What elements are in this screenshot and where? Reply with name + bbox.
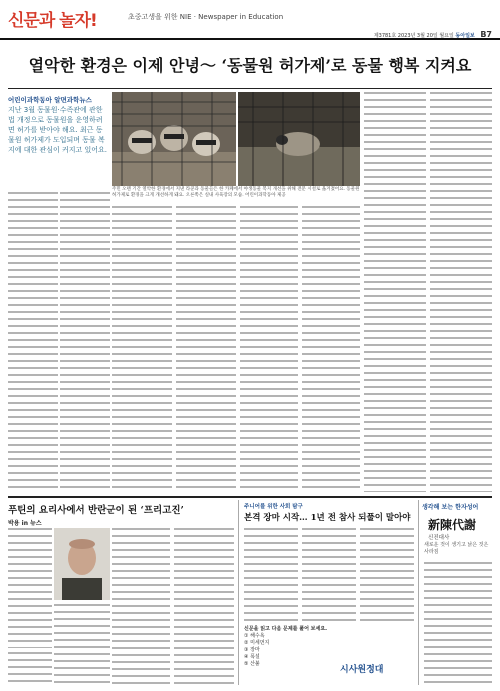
column-divider-1 [238, 500, 239, 685]
photo-caption [112, 187, 360, 199]
bottom-center-title: 본격 장마 시작… 1년 전 참사 되풀이 말아야 [244, 513, 411, 523]
quiz-option: ① 해수욕 [244, 633, 265, 639]
quiz-option: ② 미세먼지 [244, 640, 270, 646]
portrait-photo [54, 528, 110, 600]
section-rule [8, 496, 492, 498]
section-tagline: 초중고생을 위한 NIE · Newspaper in Education [128, 13, 284, 21]
headline-rule [8, 88, 492, 89]
main-photo-left [112, 92, 236, 186]
section-logo: 신문과 놀자! [8, 11, 97, 31]
bottom-left-col-4 [174, 528, 234, 684]
main-text-col-7 [364, 92, 426, 492]
hanja-text-col [424, 562, 492, 684]
issue-date: 제3781호 2023년 3월 20일 월요일 [373, 33, 454, 39]
main-text-col-2 [60, 192, 110, 492]
bottom-center-col-3 [360, 528, 414, 622]
quiz-option: ⑤ 산불 [244, 661, 260, 667]
enclosure-photo [238, 92, 360, 186]
main-headline: 열악한 환경은 이제 안녕～ ‘동물원 허가제’로 동물 행복 지켜요 [28, 56, 472, 75]
bottom-left-col-3 [112, 528, 170, 684]
bottom-center-col-1 [244, 528, 298, 622]
hanja-reading: 신진대사 [428, 535, 450, 541]
quiz-heading: 신문을 읽고 다음 문제를 풀어 보세요. [244, 626, 328, 632]
bottom-left-col-1b [8, 652, 52, 684]
main-photo-right [238, 92, 360, 186]
issue-info [374, 30, 492, 39]
hanja-corner-title: 생각해 보는 한자성어 [422, 504, 479, 511]
column-divider-2 [418, 500, 419, 685]
main-kicker: 어린이과학동아 알면과학뉴스 [8, 96, 92, 104]
bottom-left-title: 푸틴의 요리사에서 반란군이 된 ‘프리고진’ [8, 505, 184, 516]
bottom-center-col-2 [302, 528, 356, 622]
bottom-center-kicker: 주니어를 위한 사회 탐구 [244, 504, 303, 510]
ad-brand: 시사원정대 [340, 665, 384, 675]
prigozhin-photo [54, 528, 110, 600]
main-text-col-1 [8, 192, 58, 492]
raccoon-cage-photo [112, 92, 236, 186]
masthead [0, 0, 500, 40]
page-number: B7 [480, 30, 492, 39]
newspaper-brand: 동아일보 [455, 33, 475, 39]
main-text-col-3 [112, 206, 172, 492]
bottom-left-col-2 [54, 604, 110, 684]
main-lead: 지난 3월 동물원·수족관에 관한 법 개정으로 동물원을 운영하려면 허가를 받아야 해요. 최근 동물원 허가제가 도입되며 동물 복지에 대한 관심이 커지고 있어요. [8, 106, 108, 154]
hanja-idiom: 新陳代謝 [428, 518, 477, 532]
quiz-option: ③ 장마 [244, 647, 260, 653]
caption-credit: 어린이과학동아 제공 [245, 193, 286, 198]
main-text-col-8 [430, 92, 492, 492]
bottom-left-col-1 [8, 528, 52, 648]
quiz-option: ④ 폭설 [244, 654, 260, 660]
caption-text: 주민 오랜 기간 열악한 환경에서 지낸 라쿤과 동물들은 한 카페에서 야생동물 복지 개선을 위해 전문 시설로 옮겨졌어요. 동물원 허가제로 환경을 크게 개선하게 돼요. 오른쪽은 실내 사육장의 모습. [112, 187, 360, 198]
hanja-description: 새로운 것이 생기고 낡은 것은 사라짐 [424, 542, 489, 555]
main-text-col-5 [240, 206, 298, 492]
headline-band [0, 46, 500, 86]
main-text-col-6 [302, 206, 360, 492]
bottom-left-byline: 박용 in 뉴스 [8, 520, 42, 527]
main-text-col-4 [176, 206, 236, 492]
